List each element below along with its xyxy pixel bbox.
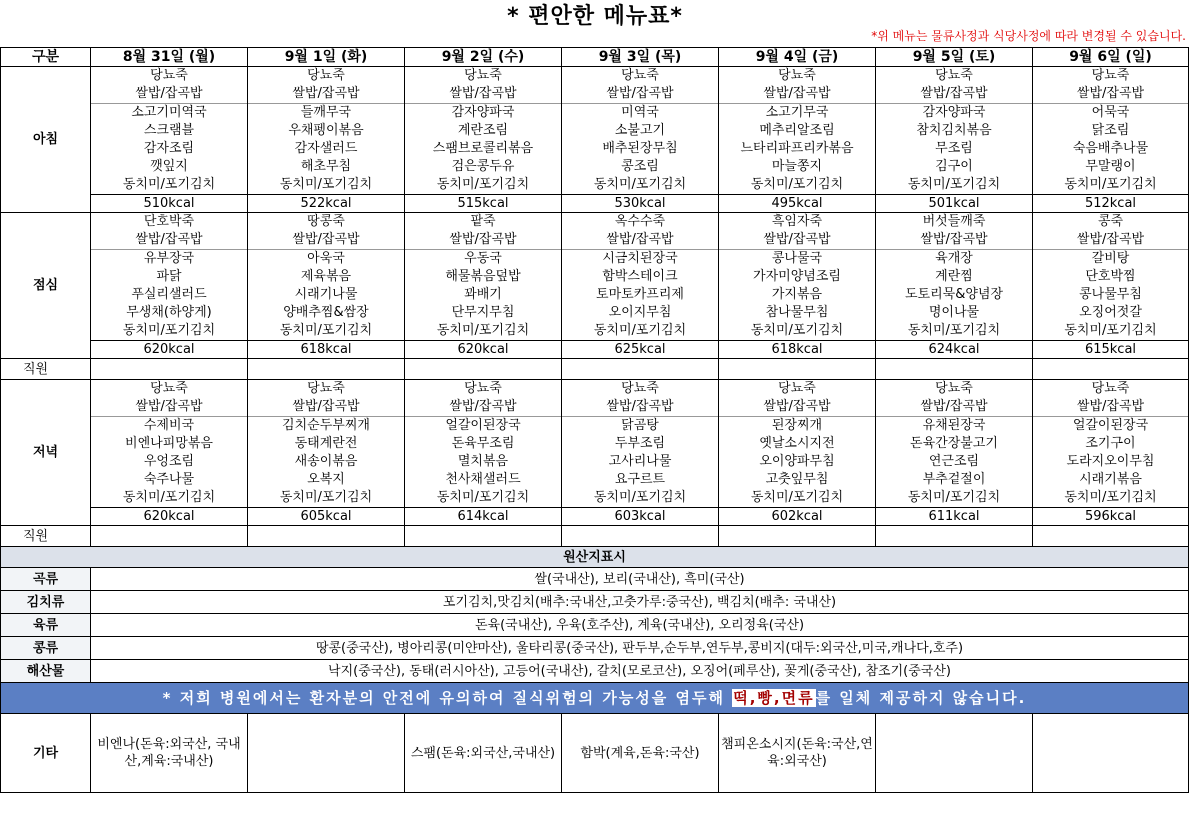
menu-item: 계란조림 bbox=[457, 123, 509, 138]
staff-cell bbox=[248, 526, 405, 547]
menu-item: 동치미/포기김치 bbox=[122, 323, 216, 338]
menu-item: 배추된장무침 bbox=[602, 141, 678, 156]
menu-item: 동치미/포기김치 bbox=[1064, 323, 1157, 338]
kcal-row bbox=[1, 508, 1189, 526]
menu-item: 감자양파국 bbox=[451, 105, 515, 120]
menu-item: 해물볶음덮밥 bbox=[445, 269, 521, 284]
menu-item: 검은콩두유 bbox=[451, 159, 515, 174]
origin-row bbox=[1, 660, 1189, 683]
menu-item: 함박스테이크 bbox=[602, 269, 678, 284]
menu-item: 당뇨죽 bbox=[464, 68, 502, 83]
menu-item: 쌀밥/잡곡밥 bbox=[719, 231, 875, 250]
menu-item: 동치미/포기김치 bbox=[279, 490, 373, 505]
day-menu bbox=[562, 213, 719, 341]
menu-item: 느타리파프리카볶음 bbox=[740, 141, 854, 156]
menu-item: 콩나물무침 bbox=[1079, 287, 1142, 302]
day-header: 9월 1일 (화) bbox=[248, 48, 405, 67]
day-header: 8월 31일 (월) bbox=[91, 48, 248, 67]
menu-item: 감자조림 bbox=[143, 141, 195, 156]
kcal-value: 615kcal bbox=[1033, 341, 1189, 359]
menu-item: 해초무침 bbox=[300, 159, 352, 174]
menu-item: 계란찜 bbox=[935, 269, 973, 284]
etc-cell: 함박(계육,돈육:국산) bbox=[562, 714, 719, 793]
menu-item: 동치미/포기김치 bbox=[279, 323, 373, 338]
staff-cell bbox=[1033, 526, 1189, 547]
menu-item: 오복지 bbox=[307, 472, 345, 487]
menu-item: 고춧잎무침 bbox=[765, 472, 829, 487]
menu-item: 콩조림 bbox=[621, 159, 659, 174]
menu-item: 무조림 bbox=[935, 141, 973, 156]
menu-item: 동치미/포기김치 bbox=[1064, 490, 1157, 505]
kcal-row bbox=[1, 341, 1189, 359]
menu-item: 제육볶음 bbox=[300, 269, 352, 284]
meal-label: 점심 bbox=[1, 213, 91, 359]
day-menu bbox=[248, 380, 405, 508]
staff-label: 직원 bbox=[1, 526, 91, 547]
safety-banner bbox=[1, 683, 1189, 714]
meal-row bbox=[1, 213, 1189, 341]
menu-item: 도라지오이무침 bbox=[1066, 454, 1155, 469]
day-menu bbox=[248, 213, 405, 341]
etc-label: 기타 bbox=[1, 714, 91, 793]
etc-row bbox=[1, 714, 1189, 793]
menu-item: 동태계란전 bbox=[294, 436, 358, 451]
menu-item: 쌀밥/잡곡밥 bbox=[876, 85, 1032, 104]
origin-value: 낙지(중국산), 동태(러시아산), 고등어(국내산), 갈치(모로코산), 오징어(페루산), 꽃게(중국산), 참조기(중국산) bbox=[91, 660, 1189, 683]
kcal-value: 495kcal bbox=[719, 195, 876, 213]
kcal-value: 614kcal bbox=[405, 508, 562, 526]
origin-label: 김치류 bbox=[1, 591, 91, 614]
day-menu bbox=[719, 67, 876, 195]
menu-item: 아욱국 bbox=[307, 251, 345, 266]
origin-row bbox=[1, 568, 1189, 591]
menu-item: 쌀밥/잡곡밥 bbox=[405, 398, 561, 417]
menu-item: 명이나물 bbox=[928, 305, 980, 320]
menu-item: 얼갈이된장국 bbox=[1072, 418, 1149, 433]
menu-item: 양배추찜&쌈장 bbox=[283, 305, 369, 320]
menu-item: 동치미/포기김치 bbox=[750, 323, 844, 338]
kcal-value: 510kcal bbox=[91, 195, 248, 213]
menu-item: 옛날소시지전 bbox=[759, 436, 835, 451]
menu-item: 참나물무침 bbox=[765, 305, 829, 320]
menu-item: 당뇨죽 bbox=[464, 381, 502, 396]
menu-item: 동치미/포기김치 bbox=[122, 177, 216, 192]
menu-item: 토마토카프리제 bbox=[596, 287, 684, 302]
menu-item: 비엔나피망볶음 bbox=[125, 436, 213, 451]
menu-item: 얼갈이된장국 bbox=[445, 418, 521, 433]
kcal-value: 530kcal bbox=[562, 195, 719, 213]
menu-item: 동치미/포기김치 bbox=[436, 177, 530, 192]
menu-item: 쌀밥/잡곡밥 bbox=[405, 231, 561, 250]
etc-cell bbox=[248, 714, 405, 793]
origin-label: 콩류 bbox=[1, 637, 91, 660]
banner-row bbox=[1, 683, 1189, 714]
day-menu bbox=[562, 380, 719, 508]
origin-value: 포기김치,맛김치(배추:국내산,고춧가루:중국산), 백김치(배추: 국내산) bbox=[91, 591, 1189, 614]
header-label: 구분 bbox=[1, 48, 91, 67]
menu-item: 쌀밥/잡곡밥 bbox=[91, 398, 247, 417]
day-menu bbox=[562, 67, 719, 195]
menu-item: 갈비탕 bbox=[1091, 251, 1130, 266]
staff-cell bbox=[405, 359, 562, 380]
menu-item: 참치김치볶음 bbox=[916, 123, 992, 138]
menu-item: 쌀밥/잡곡밥 bbox=[876, 398, 1032, 417]
menu-item: 당뇨죽 bbox=[778, 68, 816, 83]
menu-item: 당뇨죽 bbox=[307, 381, 345, 396]
menu-item: 오이지무침 bbox=[608, 305, 672, 320]
origin-title: 원산지표시 bbox=[1, 547, 1189, 568]
menu-item: 당뇨죽 bbox=[150, 68, 188, 83]
menu-item: 당뇨죽 bbox=[935, 68, 973, 83]
menu-item: 멸치볶음 bbox=[457, 454, 509, 469]
menu-item: 우채펭이볶음 bbox=[288, 123, 364, 138]
menu-item: 동치미/포기김치 bbox=[907, 490, 1001, 505]
menu-item: 무말랭이 bbox=[1085, 159, 1136, 174]
day-menu bbox=[91, 213, 248, 341]
menu-item: 김구이 bbox=[935, 159, 973, 174]
staff-cell bbox=[562, 526, 719, 547]
menu-item: 쌀밥/잡곡밥 bbox=[562, 231, 718, 250]
day-header: 9월 4일 (금) bbox=[719, 48, 876, 67]
menu-item: 당뇨죽 bbox=[1091, 68, 1130, 83]
menu-item: 푸실리샐러드 bbox=[131, 287, 207, 302]
etc-cell: 챔피온소시지(돈육:국산,연육:외국산) bbox=[719, 714, 876, 793]
day-menu bbox=[876, 213, 1033, 341]
kcal-value: 620kcal bbox=[91, 341, 248, 359]
origin-label: 곡류 bbox=[1, 568, 91, 591]
day-menu bbox=[1033, 67, 1189, 195]
kcal-value: 618kcal bbox=[248, 341, 405, 359]
menu-item: 우동국 bbox=[464, 251, 502, 266]
menu-item: 수제비국 bbox=[143, 418, 195, 433]
day-menu bbox=[91, 67, 248, 195]
day-header: 9월 3일 (목) bbox=[562, 48, 719, 67]
day-menu bbox=[91, 380, 248, 508]
day-menu bbox=[719, 213, 876, 341]
menu-item: 쌀밥/잡곡밥 bbox=[91, 231, 247, 250]
menu-item: 가지볶음 bbox=[771, 287, 823, 302]
menu-item: 소불고기 bbox=[614, 123, 666, 138]
staff-row bbox=[1, 359, 1189, 380]
menu-item: 어묵국 bbox=[1091, 105, 1130, 120]
origin-row bbox=[1, 614, 1189, 637]
menu-item: 쌀밥/잡곡밥 bbox=[248, 398, 404, 417]
menu-item: 들깨무국 bbox=[300, 105, 352, 120]
menu-item: 시금치된장국 bbox=[602, 251, 678, 266]
origin-value: 쌀(국내산), 보리(국내산), 흑미(국산) bbox=[91, 568, 1189, 591]
menu-item: 도토리묵&양념장 bbox=[904, 287, 1004, 302]
menu-item: 동치미/포기김치 bbox=[907, 323, 1001, 338]
menu-item: 쌀밥/잡곡밥 bbox=[405, 85, 561, 104]
menu-item: 유부장국 bbox=[143, 251, 195, 266]
menu-item: 당뇨죽 bbox=[1091, 381, 1130, 396]
day-menu bbox=[719, 380, 876, 508]
page-title: * 편안한 메뉴표* bbox=[507, 4, 683, 29]
menu-item: 두부조림 bbox=[614, 436, 666, 451]
kcal-value: 605kcal bbox=[248, 508, 405, 526]
menu-item: 버섯들깨죽 bbox=[922, 214, 986, 229]
menu-item: 유채된장국 bbox=[922, 418, 986, 433]
staff-cell bbox=[876, 526, 1033, 547]
menu-item: 스팸브로콜리볶음 bbox=[432, 141, 534, 156]
day-header: 9월 5일 (토) bbox=[876, 48, 1033, 67]
menu-item: 오징어젓갈 bbox=[1079, 305, 1142, 320]
banner-suffix: 를 일체 제공하지 않습니다. bbox=[815, 688, 1027, 707]
staff-cell bbox=[91, 359, 248, 380]
menu-item: 동치미/포기김치 bbox=[907, 177, 1001, 192]
menu-item: 소고기무국 bbox=[765, 105, 829, 120]
staff-cell bbox=[1033, 359, 1189, 380]
menu-item: 미역국 bbox=[621, 105, 659, 120]
menu-item: 꽈배기 bbox=[464, 287, 502, 302]
menu-item: 돈육무조림 bbox=[451, 436, 515, 451]
menu-item: 흑임자죽 bbox=[771, 214, 823, 229]
menu-item: 오이양파무침 bbox=[759, 454, 835, 469]
day-menu bbox=[405, 67, 562, 195]
staff-label: 직원 bbox=[1, 359, 91, 380]
menu-item: 요구르트 bbox=[614, 472, 666, 487]
staff-cell bbox=[91, 526, 248, 547]
kcal-value: 611kcal bbox=[876, 508, 1033, 526]
meal-label: 아침 bbox=[1, 67, 91, 213]
menu-item: 메추리알조림 bbox=[759, 123, 835, 138]
menu-item: 당뇨죽 bbox=[778, 381, 816, 396]
menu-item: 쌀밥/잡곡밥 bbox=[1033, 398, 1188, 417]
kcal-value: 624kcal bbox=[876, 341, 1033, 359]
banner-prefix: * 저희 병원에서는 환자분의 안전에 유의하여 질식위험의 가능성을 염두해 bbox=[162, 688, 733, 707]
menu-item: 동치미/포기김치 bbox=[750, 177, 844, 192]
menu-item: 단무지무침 bbox=[451, 305, 515, 320]
menu-item: 동치미/포기김치 bbox=[593, 177, 687, 192]
day-menu bbox=[405, 380, 562, 508]
origin-label: 육류 bbox=[1, 614, 91, 637]
menu-item: 숙음배추나물 bbox=[1072, 141, 1149, 156]
kcal-value: 603kcal bbox=[562, 508, 719, 526]
menu-item: 연근조림 bbox=[928, 454, 980, 469]
menu-item: 옥수수죽 bbox=[614, 214, 666, 229]
kcal-value: 501kcal bbox=[876, 195, 1033, 213]
menu-item: 쌀밥/잡곡밥 bbox=[1033, 231, 1188, 250]
menu-item: 스크램블 bbox=[143, 123, 195, 138]
day-menu bbox=[405, 213, 562, 341]
menu-item: 쌀밥/잡곡밥 bbox=[719, 85, 875, 104]
meal-row bbox=[1, 67, 1189, 195]
menu-item: 감자샐러드 bbox=[294, 141, 358, 156]
day-header: 9월 2일 (수) bbox=[405, 48, 562, 67]
menu-item: 깻잎지 bbox=[150, 159, 188, 174]
menu-item: 동치미/포기김치 bbox=[436, 323, 530, 338]
menu-item: 돈육간장불고기 bbox=[910, 436, 998, 451]
menu-item: 우엉조림 bbox=[143, 454, 195, 469]
staff-row bbox=[1, 526, 1189, 547]
origin-value: 돈육(국내산), 우육(호주산), 계육(국내산), 오리정육(국산) bbox=[91, 614, 1189, 637]
menu-item: 동치미/포기김치 bbox=[122, 490, 216, 505]
menu-item: 당뇨죽 bbox=[150, 381, 188, 396]
menu-item: 소고기미역국 bbox=[131, 105, 207, 120]
day-menu bbox=[876, 67, 1033, 195]
menu-item: 동치미/포기김치 bbox=[750, 490, 844, 505]
staff-cell bbox=[248, 359, 405, 380]
etc-cell bbox=[1033, 714, 1189, 793]
menu-item: 쌀밥/잡곡밥 bbox=[562, 398, 718, 417]
origin-value: 땅콩(중국산), 병아리콩(미얀마산), 울타리콩(중국산), 판두부,순두부,연두부,콩비지(대두:외국산,미국,캐나다,호주) bbox=[91, 637, 1189, 660]
menu-item: 조기구이 bbox=[1085, 436, 1136, 451]
menu-item: 쌀밥/잡곡밥 bbox=[248, 231, 404, 250]
menu-item: 쌀밥/잡곡밥 bbox=[1033, 85, 1188, 104]
menu-item: 당뇨죽 bbox=[307, 68, 345, 83]
menu-item: 닭곰탕 bbox=[621, 418, 659, 433]
day-menu bbox=[248, 67, 405, 195]
kcal-row bbox=[1, 195, 1189, 213]
origin-row bbox=[1, 591, 1189, 614]
menu-item: 당뇨죽 bbox=[621, 381, 659, 396]
menu-item: 부추겉절이 bbox=[922, 472, 986, 487]
menu-item: 땅콩죽 bbox=[307, 214, 345, 229]
menu-item: 무생채(하양게) bbox=[126, 305, 212, 320]
menu-item: 동치미/포기김치 bbox=[593, 490, 687, 505]
kcal-value: 618kcal bbox=[719, 341, 876, 359]
menu-item: 시래기볶음 bbox=[1079, 472, 1142, 487]
menu-item: 쌀밥/잡곡밥 bbox=[876, 231, 1032, 250]
change-notice: *위 메뉴는 물류사정과 식당사정에 따라 변경될 수 있습니다. bbox=[871, 29, 1186, 43]
origin-label: 해산물 bbox=[1, 660, 91, 683]
menu-item: 마늘쫑지 bbox=[771, 159, 823, 174]
meal-label: 저녁 bbox=[1, 380, 91, 526]
day-header: 9월 6일 (일) bbox=[1033, 48, 1189, 67]
menu-item: 새송이볶음 bbox=[294, 454, 358, 469]
kcal-value: 522kcal bbox=[248, 195, 405, 213]
menu-item: 동치미/포기김치 bbox=[436, 490, 530, 505]
menu-item: 시래기나물 bbox=[294, 287, 358, 302]
kcal-value: 512kcal bbox=[1033, 195, 1189, 213]
kcal-value: 620kcal bbox=[405, 341, 562, 359]
menu-item: 콩죽 bbox=[1097, 214, 1124, 229]
staff-cell bbox=[719, 359, 876, 380]
etc-cell bbox=[876, 714, 1033, 793]
staff-cell bbox=[562, 359, 719, 380]
menu-item: 동치미/포기김치 bbox=[593, 323, 687, 338]
header-row bbox=[1, 48, 1189, 67]
kcal-value: 596kcal bbox=[1033, 508, 1189, 526]
meal-row bbox=[1, 380, 1189, 508]
kcal-value: 625kcal bbox=[562, 341, 719, 359]
menu-item: 콩나물국 bbox=[771, 251, 823, 266]
origin-header-row bbox=[1, 547, 1189, 568]
staff-cell bbox=[876, 359, 1033, 380]
kcal-value: 515kcal bbox=[405, 195, 562, 213]
menu-table bbox=[0, 47, 1189, 793]
staff-cell bbox=[405, 526, 562, 547]
origin-row bbox=[1, 637, 1189, 660]
etc-cell: 비엔나(돈육:외국산, 국내산,계육:국내산) bbox=[91, 714, 248, 793]
menu-item: 팥죽 bbox=[470, 214, 496, 229]
kcal-value: 620kcal bbox=[91, 508, 248, 526]
menu-item: 단호박죽 bbox=[143, 214, 195, 229]
banner-highlight: 떡,빵,면류 bbox=[733, 688, 815, 707]
etc-cell: 스팸(돈육:외국산,국내산) bbox=[405, 714, 562, 793]
day-menu bbox=[1033, 213, 1189, 341]
menu-item: 동치미/포기김치 bbox=[1064, 177, 1157, 192]
kcal-value: 602kcal bbox=[719, 508, 876, 526]
menu-item: 동치미/포기김치 bbox=[279, 177, 373, 192]
menu-item: 당뇨죽 bbox=[621, 68, 659, 83]
menu-item: 된장찌개 bbox=[771, 418, 823, 433]
menu-item: 파닭 bbox=[156, 269, 182, 284]
menu-item: 천사채샐러드 bbox=[445, 472, 521, 487]
menu-item: 고사리나물 bbox=[608, 454, 672, 469]
menu-item: 쌀밥/잡곡밥 bbox=[91, 85, 247, 104]
staff-cell bbox=[719, 526, 876, 547]
menu-item: 단호박찜 bbox=[1085, 269, 1136, 284]
menu-item: 당뇨죽 bbox=[935, 381, 973, 396]
menu-item: 가자미양념조림 bbox=[753, 269, 841, 284]
menu-item: 육개장 bbox=[935, 251, 973, 266]
menu-item: 감자양파국 bbox=[922, 105, 986, 120]
menu-item: 닭조림 bbox=[1091, 123, 1130, 138]
menu-item: 쌀밥/잡곡밥 bbox=[719, 398, 875, 417]
menu-item: 쌀밥/잡곡밥 bbox=[248, 85, 404, 104]
day-menu bbox=[1033, 380, 1189, 508]
menu-item: 숙주나물 bbox=[143, 472, 195, 487]
menu-item: 김치순두부찌개 bbox=[282, 418, 370, 433]
menu-item: 쌀밥/잡곡밥 bbox=[562, 85, 718, 104]
day-menu bbox=[876, 380, 1033, 508]
